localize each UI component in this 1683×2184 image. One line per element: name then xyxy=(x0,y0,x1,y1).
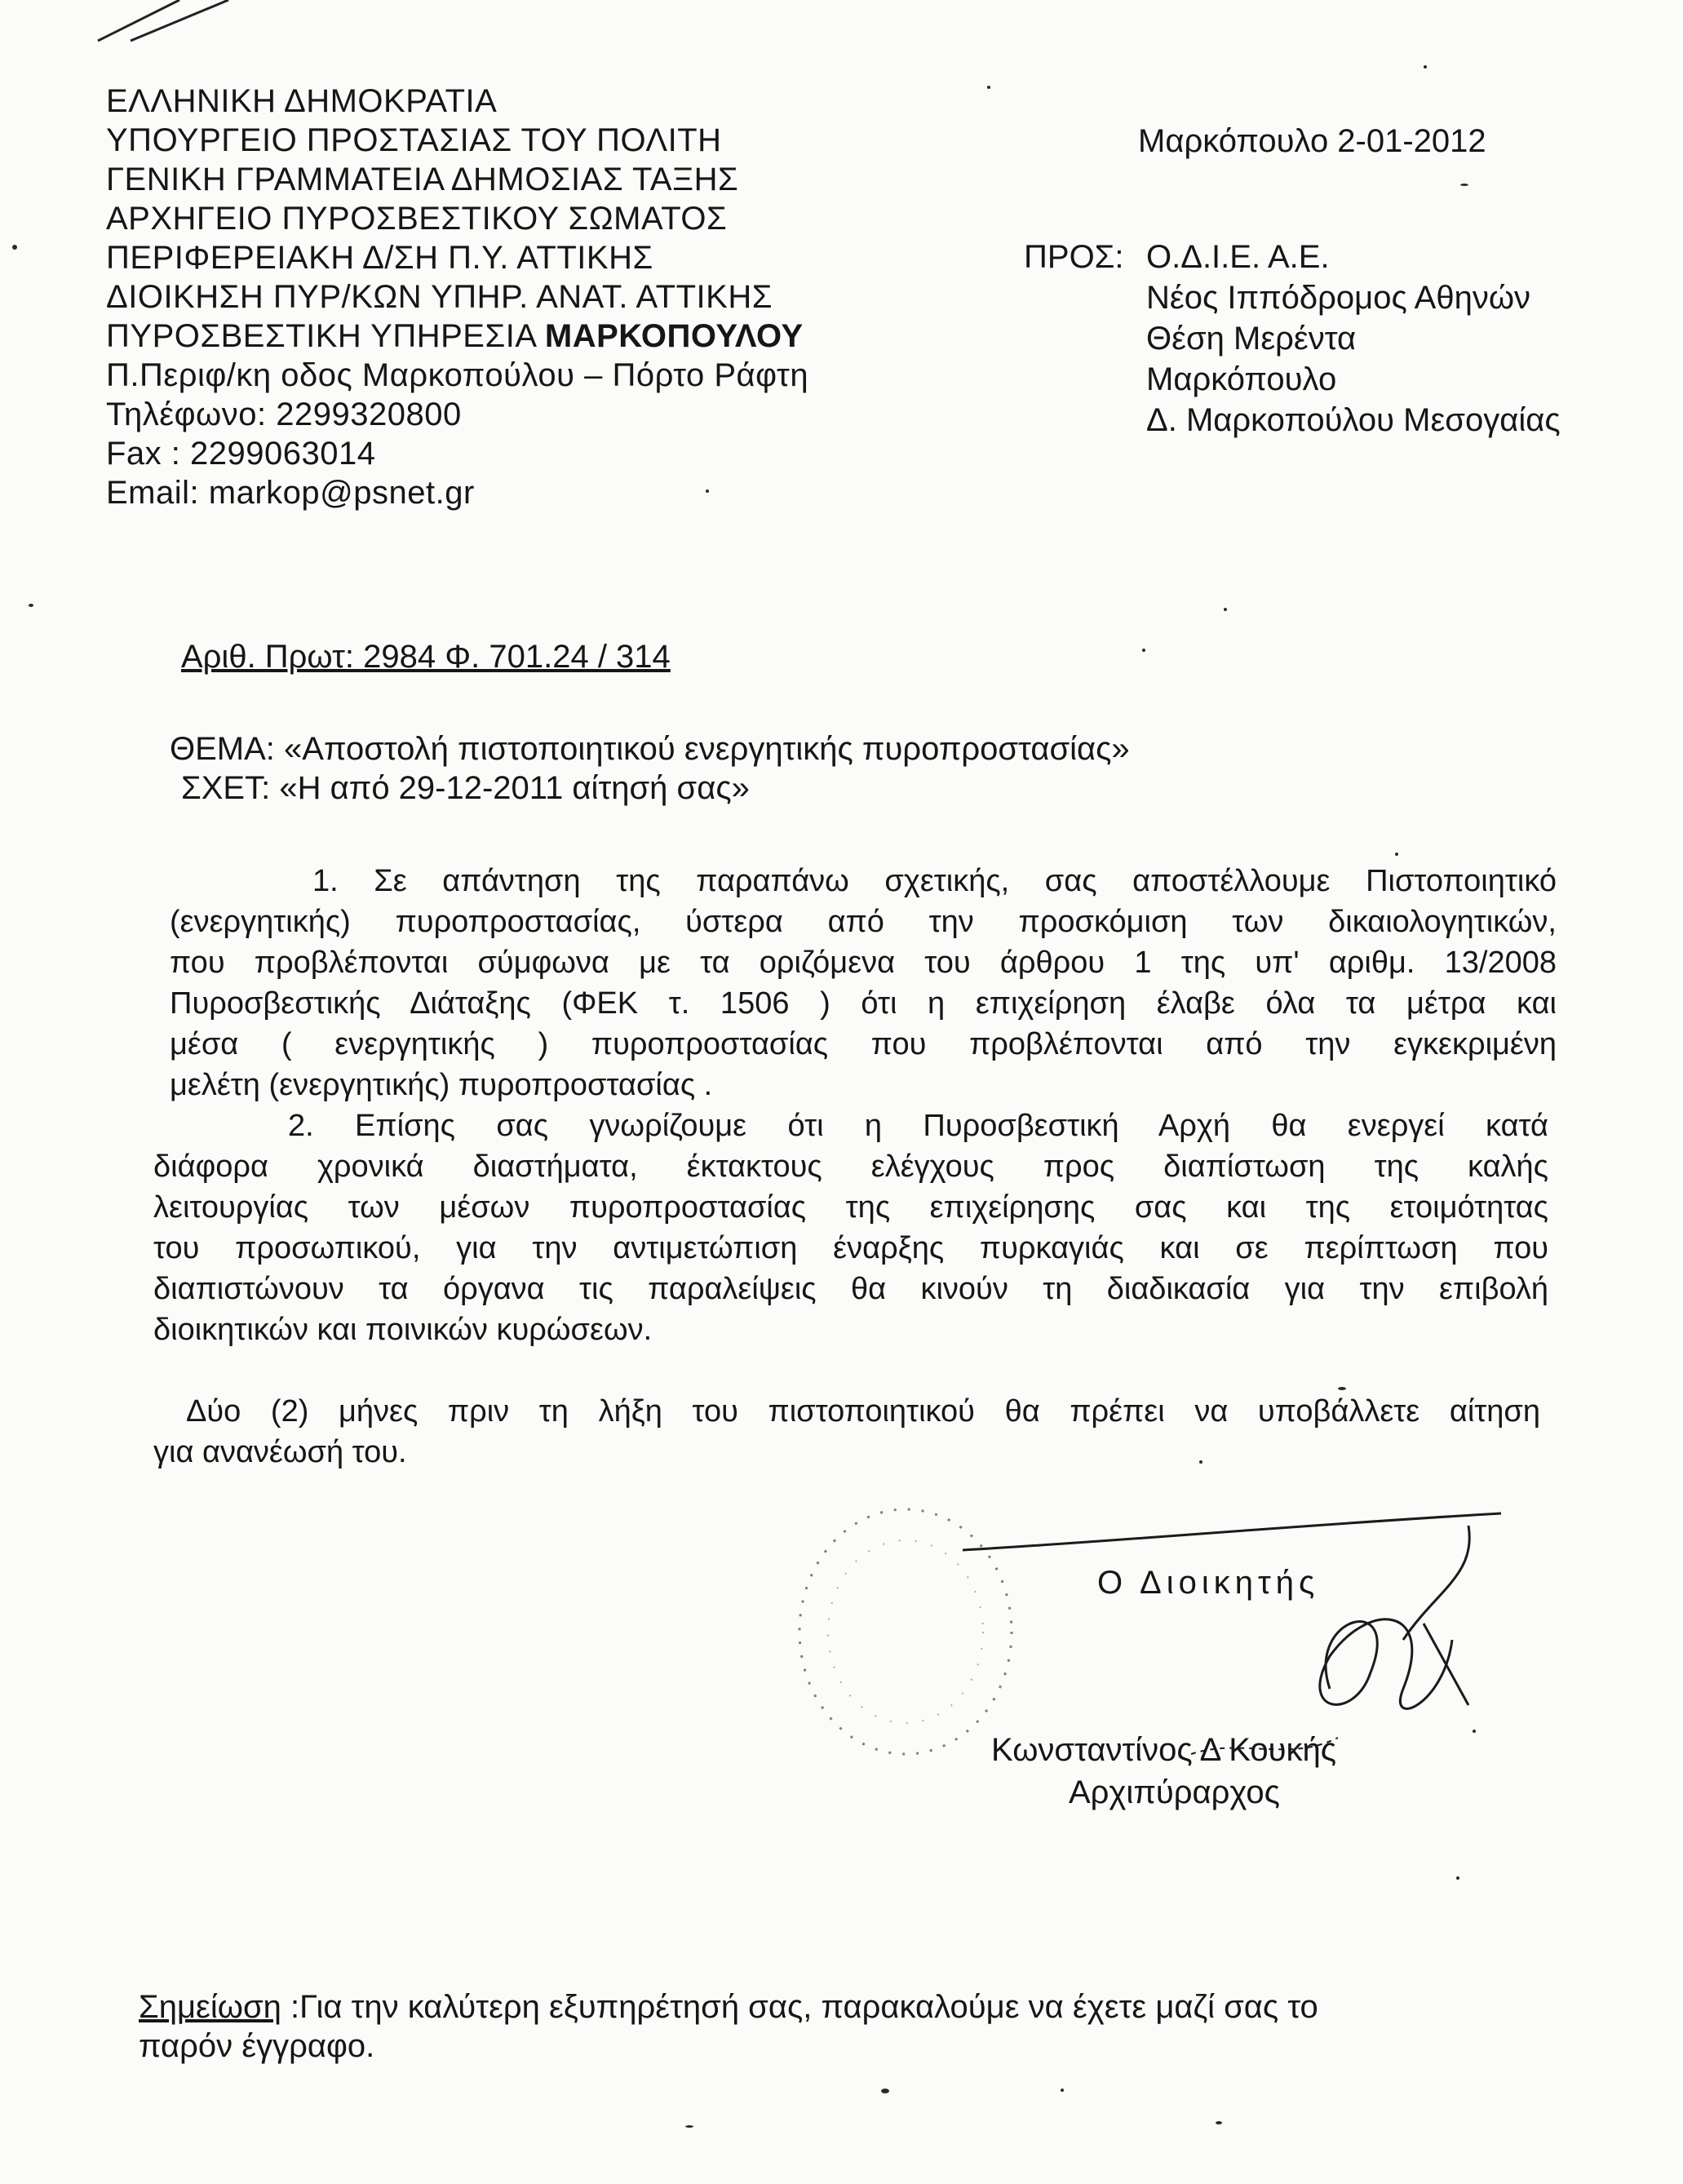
header-line-email: Email: markop@psnet.gr xyxy=(106,475,475,511)
paragraph-2-line: διαπιστώνουν τα όργανα τις παραλείψεις θα κινούν τη διαδικασία για την επιβολή xyxy=(153,1272,1548,1306)
paragraph-1 xyxy=(170,861,1557,1105)
paragraph-1-line: Πυροσβεστικής Διάταξης (ΦΕΚ τ. 1506 ) ότι η επιχείρηση έλαβε όλα τα μέτρα και xyxy=(170,986,1557,1021)
paragraph-1-line: (ενεργητικής) πυροπροστασίας, ύστερα από την προσκόμιση των δικαιολογητικών, xyxy=(170,905,1557,939)
reference-line: ΣΧΕΤ: «Η από 29-12-2011 αίτησή σας» xyxy=(181,770,750,806)
scan-speck xyxy=(1424,65,1427,69)
note-line-2: παρόν έγγραφο. xyxy=(139,2028,375,2064)
scan-speck xyxy=(1224,608,1227,611)
paragraph-3 xyxy=(153,1391,1540,1473)
paragraph-1-line: 1. Σε απάντηση της παραπάνω σχετικής, σας αποστέλλουμε Πιστοποιητικό xyxy=(312,864,1557,898)
header-line-phone: Τηλέφωνο: 2299320800 xyxy=(106,396,462,432)
recipient-block xyxy=(1146,237,1561,441)
scan-speck xyxy=(1473,1730,1476,1733)
header-line-republic: ΕΛΛΗΝΙΚΗ ΔΗΜΟΚΡΑΤΙΑ xyxy=(106,83,498,119)
fire-service-name: ΜΑΡΚΟΠΟΥΛΟΥ xyxy=(544,318,804,354)
header-line-secretariat: ΓΕΝΙΚΗ ΓΡΑΜΜΑΤΕΙΑ ΔΗΜΟΣΙΑΣ ΤΑΞΗΣ xyxy=(106,162,739,197)
header-line-fax: Fax : 2299063014 xyxy=(106,436,376,472)
paragraph-2-line: 2. Επίσης σας γνωρίζουμε ότι η Πυροσβεστική Αρχή θα ενεργεί κατά xyxy=(288,1109,1548,1143)
recipient-line-town: Μαρκόπουλο xyxy=(1146,361,1337,397)
scan-speck xyxy=(1395,853,1398,856)
paragraph-3-line: για ανανέωσή του. xyxy=(153,1435,407,1469)
scan-speck xyxy=(1456,1876,1459,1880)
recipient-line-venue: Νέος Ιππόδρομος Αθηνών xyxy=(1146,280,1531,316)
recipient-line-company: Ο.Δ.Ι.Ε. Α.Ε. xyxy=(1146,239,1330,275)
paragraph-2-line: διάφορα χρονικά διαστήματα, έκτακτους ελέγχους προς διαπίστωση της καλής xyxy=(153,1150,1548,1184)
scan-speck xyxy=(1061,2089,1064,2092)
recipient-label: ΠΡΟΣ: xyxy=(1024,239,1124,275)
subject-line: ΘΕΜΑ: «Αποστολή πιστοποιητικού ενεργητικής πυροπροστασίας» xyxy=(170,731,1130,767)
header-line-ministry: ΥΠΟΥΡΓΕΙΟ ΠΡΟΣΤΑΣΙΑΣ ΤΟΥ ΠΟΛΙΤΗ xyxy=(106,122,722,158)
note-line-1 xyxy=(139,1987,1318,2027)
date-line: Μαρκόπουλο 2-01-2012 xyxy=(1138,123,1486,159)
signature-title: Ο Διοικητής xyxy=(1097,1565,1320,1601)
paragraph-2 xyxy=(153,1105,1548,1350)
scan-speck xyxy=(881,2089,889,2093)
scan-speck xyxy=(1142,649,1145,652)
corner-scribble-mark xyxy=(82,0,245,49)
scan-speck xyxy=(706,490,709,493)
protocol-number: Αριθ. Πρωτ: 2984 Φ. 701.24 / 314 xyxy=(181,639,671,675)
signatory-rank: Αρχιπύραρχος xyxy=(1069,1774,1280,1810)
paragraph-2-line: λειτουργίας των μέσων πυροπροστασίας της επιχείρησης σας και της ετοιμότητας xyxy=(153,1190,1548,1225)
header-line-fire-service: ΠΥΡΟΣΒΕΣΤΙΚΗ ΥΠΗΡΕΣΙΑ ΜΑΡΚΟΠΟΥΛΟΥ xyxy=(106,318,804,354)
scan-speck xyxy=(1338,1387,1346,1390)
note-text: :Για την καλύτερη εξυπηρέτησή σας, παρακαλούμε να έχετε μαζί σας το xyxy=(281,1989,1318,2025)
scan-speck xyxy=(29,604,33,607)
scan-speck xyxy=(12,245,17,250)
recipient-line-location: Θέση Μερέντα xyxy=(1146,321,1357,357)
signatory-name: Κωνσταντίνος Δ Κουκής xyxy=(991,1732,1337,1768)
sender-header xyxy=(106,82,808,512)
scan-speck xyxy=(1460,184,1468,186)
note-label: Σημείωση xyxy=(139,1989,281,2025)
recipient-line-municipality: Δ. Μαρκοπούλου Μεσογαίας xyxy=(1146,402,1561,438)
scan-speck xyxy=(685,2125,693,2128)
paragraph-1-line: μελέτη (ενεργητικής) πυροπροστασίας . xyxy=(170,1068,713,1102)
header-line-command: ΔΙΟΙΚΗΣΗ ΠΥΡ/ΚΩΝ ΥΠΗΡ. ΑΝΑΤ. ΑΤΤΙΚΗΣ xyxy=(106,279,773,315)
paragraph-1-line: που προβλέπονται σύμφωνα με τα οριζόμενα του άρθρου 1 της υπ' αριθμ. 13/2008 xyxy=(170,946,1557,980)
paragraph-2-line: του προσωπικού, για την αντιμετώπιση έναρξης πυρκαγιάς και σε περίπτωση που xyxy=(153,1231,1548,1265)
header-line-regional-directorate: ΠΕΡΙΦΕΡΕΙΑΚΗ Δ/ΣΗ Π.Υ. ΑΤΤΙΚΗΣ xyxy=(106,240,653,276)
header-line-address: Π.Περιφ/κη οδος Μαρκοπούλου – Πόρτο Ράφτη xyxy=(106,357,809,393)
paragraph-2-line: διοικητικών και ποινικών κυρώσεων. xyxy=(153,1313,653,1347)
paragraph-3-line: Δύο (2) μήνες πριν τη λήξη του πιστοποιητικού θα πρέπει να υποβάλλετε αίτηση xyxy=(186,1394,1540,1429)
header-line-fire-corps: ΑΡΧΗΓΕΙΟ ΠΥΡΟΣΒΕΣΤΙΚΟΥ ΣΩΜΑΤΟΣ xyxy=(106,201,728,237)
scan-speck xyxy=(987,86,990,89)
paragraph-1-line: μέσα ( ενεργητικής ) πυροπροστασίας που προβλέπονται από την εγκεκριμένη xyxy=(170,1027,1557,1061)
scan-speck xyxy=(1216,2121,1222,2124)
scan-speck xyxy=(1199,1460,1202,1464)
